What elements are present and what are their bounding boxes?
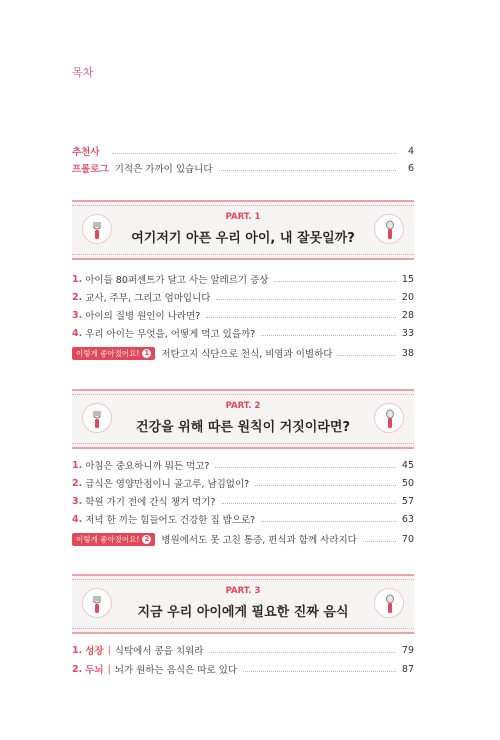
entry-text: 급식은 영양만점이니 골고루, 남김없이? bbox=[85, 479, 250, 490]
toc-title: 목차 bbox=[72, 66, 94, 79]
part-title: 건강을 위해 따른 원칙이 거짓이라면? bbox=[135, 420, 350, 435]
dot-leader bbox=[216, 299, 395, 300]
page-number: 87 bbox=[401, 663, 414, 675]
page-number: 63 bbox=[401, 513, 414, 525]
entry-text: 저녁 한 끼는 힘들어도 건강한 집 밥으로? bbox=[85, 515, 256, 526]
entry-text: 식탁에서 콩을 치워라 bbox=[114, 646, 204, 657]
entry-number: 1. bbox=[72, 459, 83, 471]
toc-entry[interactable] bbox=[72, 642, 414, 658]
dot-leader bbox=[112, 153, 396, 154]
separator: | bbox=[107, 663, 111, 675]
entry-text: 아이의 질병 원인이 나라면? bbox=[85, 311, 201, 322]
page-number: 6 bbox=[407, 162, 414, 174]
page-number: 70 bbox=[401, 533, 414, 545]
toc-entry[interactable] bbox=[72, 271, 414, 287]
toc-entry[interactable] bbox=[72, 511, 414, 527]
page-number: 38 bbox=[401, 347, 414, 359]
dot-leader bbox=[206, 317, 396, 318]
entry-text: 아침은 중요하니까 뭐든 먹고? bbox=[85, 461, 210, 472]
toc-entry[interactable] bbox=[72, 457, 414, 473]
entry-label: 프롤로그 bbox=[72, 164, 109, 175]
part-1-banner bbox=[72, 200, 414, 260]
part-3-banner bbox=[72, 574, 414, 634]
dot-leader bbox=[255, 485, 396, 486]
entry-number: 1. bbox=[72, 644, 83, 656]
page-number: 33 bbox=[401, 327, 414, 339]
dot-leader bbox=[215, 467, 395, 468]
toc-entry[interactable] bbox=[72, 289, 414, 305]
entry-number: 1. bbox=[72, 273, 83, 285]
entry-text: 뇌가 원하는 음식은 따로 있다 bbox=[114, 665, 238, 676]
part-label: PART. 3 bbox=[225, 586, 261, 596]
part-label: PART. 2 bbox=[225, 401, 261, 411]
part-2-banner bbox=[72, 389, 414, 449]
page-number: 50 bbox=[401, 477, 414, 489]
badge-text: 이렇게 좋아졌어요! bbox=[76, 534, 140, 544]
separator: | bbox=[107, 644, 111, 656]
part-title: 지금 우리 아이에게 필요한 진짜 음식 bbox=[137, 605, 349, 620]
dot-leader bbox=[274, 281, 395, 282]
improvement-badge bbox=[72, 347, 155, 360]
dot-leader bbox=[209, 652, 395, 653]
page-number: 4 bbox=[407, 145, 414, 157]
badge-number: 2 bbox=[142, 535, 151, 544]
page-number: 28 bbox=[401, 309, 414, 321]
page-number: 45 bbox=[401, 459, 414, 471]
dot-leader bbox=[222, 503, 396, 504]
entry-text: 병원에서도 못 고친 통증, 편식과 함께 사라지다 bbox=[161, 535, 357, 546]
entry-label: 성장 bbox=[85, 646, 104, 657]
entry-text: 기적은 가까이 있습니다 bbox=[114, 164, 213, 175]
entry-label: 두뇌 bbox=[85, 665, 104, 676]
dot-leader bbox=[363, 541, 396, 542]
page-number: 20 bbox=[401, 291, 414, 303]
page-number: 79 bbox=[401, 644, 414, 656]
entry-number: 3. bbox=[72, 309, 83, 321]
entry-number: 2. bbox=[72, 663, 83, 675]
dot-leader bbox=[338, 355, 395, 356]
toc-entry[interactable] bbox=[72, 325, 414, 341]
page-number: 57 bbox=[401, 495, 414, 507]
entry-number: 3. bbox=[72, 495, 83, 507]
part-title: 여기저기 아픈 우리 아이, 내 잘못일까? bbox=[131, 231, 355, 246]
improvement-badge bbox=[72, 533, 155, 546]
toc-entry-recommendation[interactable] bbox=[72, 143, 414, 159]
toc-entry[interactable] bbox=[72, 475, 414, 491]
badge-number: 1 bbox=[142, 349, 151, 358]
dot-leader bbox=[261, 521, 396, 522]
entry-text: 아이들 80퍼센트가 달고 사는 알레르기 증상 bbox=[85, 275, 269, 286]
dot-leader bbox=[243, 671, 396, 672]
toc-entry[interactable] bbox=[72, 493, 414, 509]
spoon-icon bbox=[374, 214, 404, 244]
part-label: PART. 1 bbox=[225, 212, 261, 222]
entry-text: 학원 가기 전에 간식 챙겨 먹기? bbox=[85, 497, 216, 508]
page-number: 15 bbox=[401, 273, 414, 285]
entry-number: 4. bbox=[72, 327, 83, 339]
toc-entry[interactable] bbox=[72, 661, 414, 677]
dot-leader bbox=[219, 170, 396, 171]
toc-entry-special[interactable] bbox=[72, 531, 414, 547]
dot-leader bbox=[261, 335, 396, 336]
badge-text: 이렇게 좋아졌어요! bbox=[76, 348, 140, 358]
toc-entry[interactable] bbox=[72, 307, 414, 323]
toc-entry-special[interactable] bbox=[72, 345, 414, 361]
spoon-icon bbox=[374, 403, 404, 433]
entry-number: 4. bbox=[72, 513, 83, 525]
entry-label: 추천사 bbox=[72, 147, 100, 158]
entry-text: 우리 아이는 무엇을, 어떻게 먹고 있을까? bbox=[85, 329, 256, 340]
entry-number: 2. bbox=[72, 477, 83, 489]
toc-entry-prologue[interactable] bbox=[72, 160, 414, 176]
spoon-icon bbox=[374, 588, 404, 618]
entry-text: 교사, 주부, 그리고 엄마입니다 bbox=[85, 293, 211, 304]
entry-text: 저탄고지 식단으로 천식, 비염과 이별하다 bbox=[161, 349, 333, 360]
entry-number: 2. bbox=[72, 291, 83, 303]
